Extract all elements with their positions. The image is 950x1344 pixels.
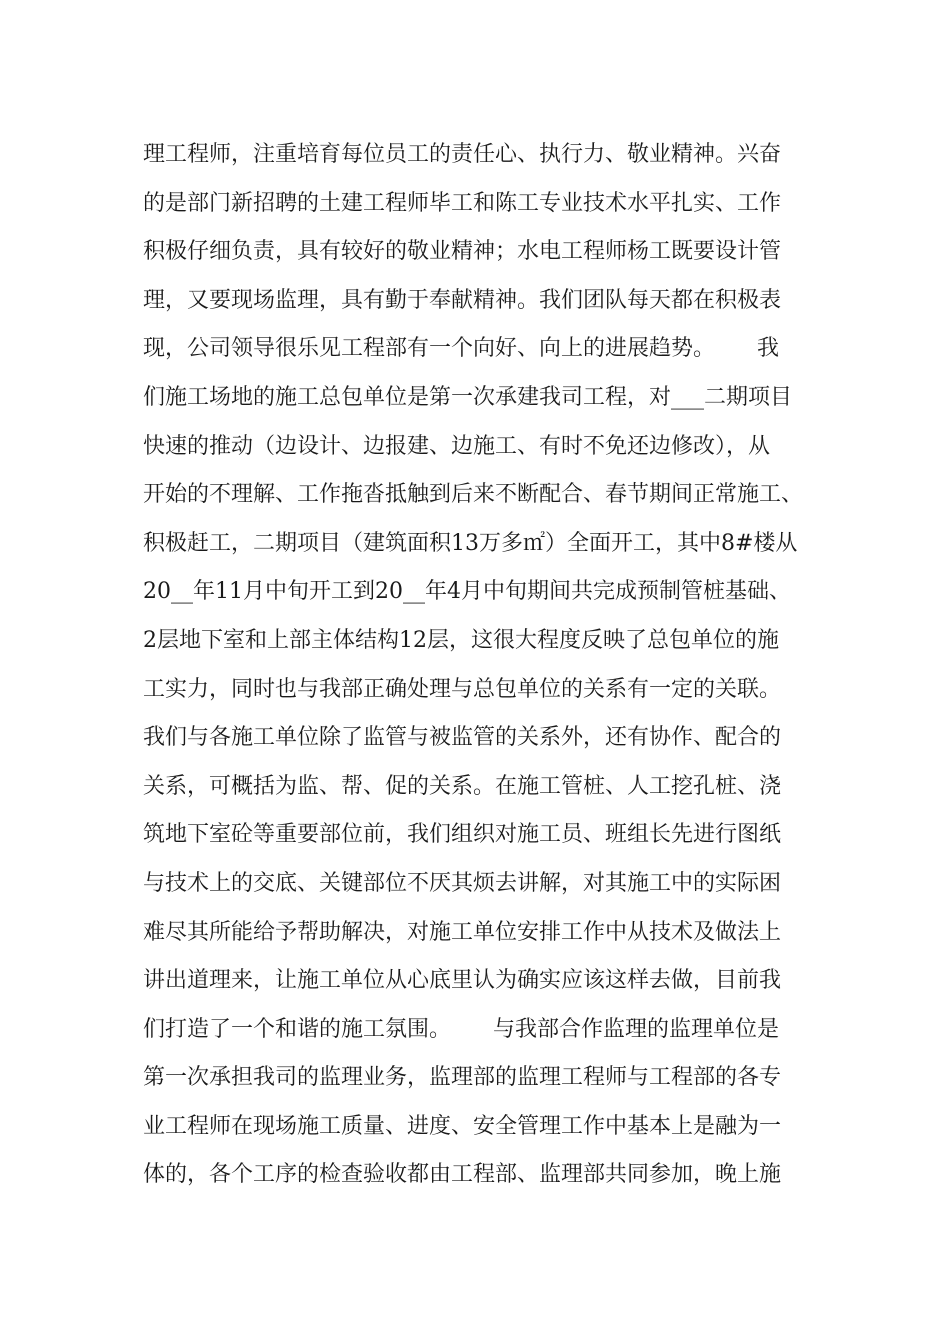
text-line: 2层地下室和上部主体结构12层，这很大程度反映了总包单位的施	[143, 627, 779, 653]
text-line: 第一次承担我司的监理业务，监理部的监理工程师与工程部的各专	[143, 1065, 782, 1091]
text-line: 们施工场地的施工总包单位是第一次承建我司工程，对___二期项目	[143, 384, 793, 410]
text-line: 现，公司领导很乐见工程部有一个向好、向上的进展趋势。 我	[143, 336, 779, 362]
text-line: 开始的不理解、工作拖沓抵触到后来不断配合、春节期间正常施工、	[143, 482, 804, 508]
text-line: 与技术上的交底、关键部位不厌其烦去讲解，对其施工中的实际困	[143, 870, 782, 896]
text-line: 工实力，同时也与我部正确处理与总包单位的关系有一定的关联。	[143, 676, 782, 702]
text-line: 理工程师，注重培育每位员工的责任心、执行力、敬业精神。兴奋	[143, 142, 782, 167]
body-text	[143, 131, 833, 1200]
text-line: 们打造了一个和谐的施工氛围。 与我部合作监理的监理单位是	[143, 1016, 779, 1042]
text-line: 筑地下室砼等重要部位前，我们组织对施工员、班组长先进行图纸	[143, 822, 782, 848]
text-line: 理，又要现场监理，具有勤于奉献精神。我们团队每天都在积极表	[143, 287, 782, 313]
text-line: 积极仔细负责，具有较好的敬业精神；水电工程师杨工既要设计管	[143, 239, 782, 265]
text-line: 讲出道理来，让施工单位从心底里认为确实应该这样去做，目前我	[143, 968, 782, 994]
text-line: 20__年11月中旬开工到20__年4月中旬期间共完成预制管桩基础、	[143, 579, 791, 605]
text-line: 关系，可概括为监、帮、促的关系。在施工管桩、人工挖孔桩、浇	[143, 773, 782, 799]
text-line: 的是部门新招聘的土建工程师毕工和陈工专业技术水平扎实、工作	[143, 190, 782, 216]
text-line: 业工程师在现场施工质量、进度、安全管理工作中基本上是融为一	[143, 1113, 782, 1139]
text-line: 积极赶工，二期项目（建筑面积13万多㎡）全面开工，其中8#楼从	[143, 530, 798, 556]
text-line: 快速的推动（边设计、边报建、边施工、有时不免还边修改），从	[143, 433, 771, 459]
text-line: 难尽其所能给予帮助解决，对施工单位安排工作中从技术及做法上	[143, 919, 782, 945]
text-line: 我们与各施工单位除了监管与被监管的关系外，还有协作、配合的	[143, 725, 782, 751]
text-line: 体的，各个工序的检查验收都由工程部、监理部共同参加，晚上施	[143, 1162, 782, 1188]
